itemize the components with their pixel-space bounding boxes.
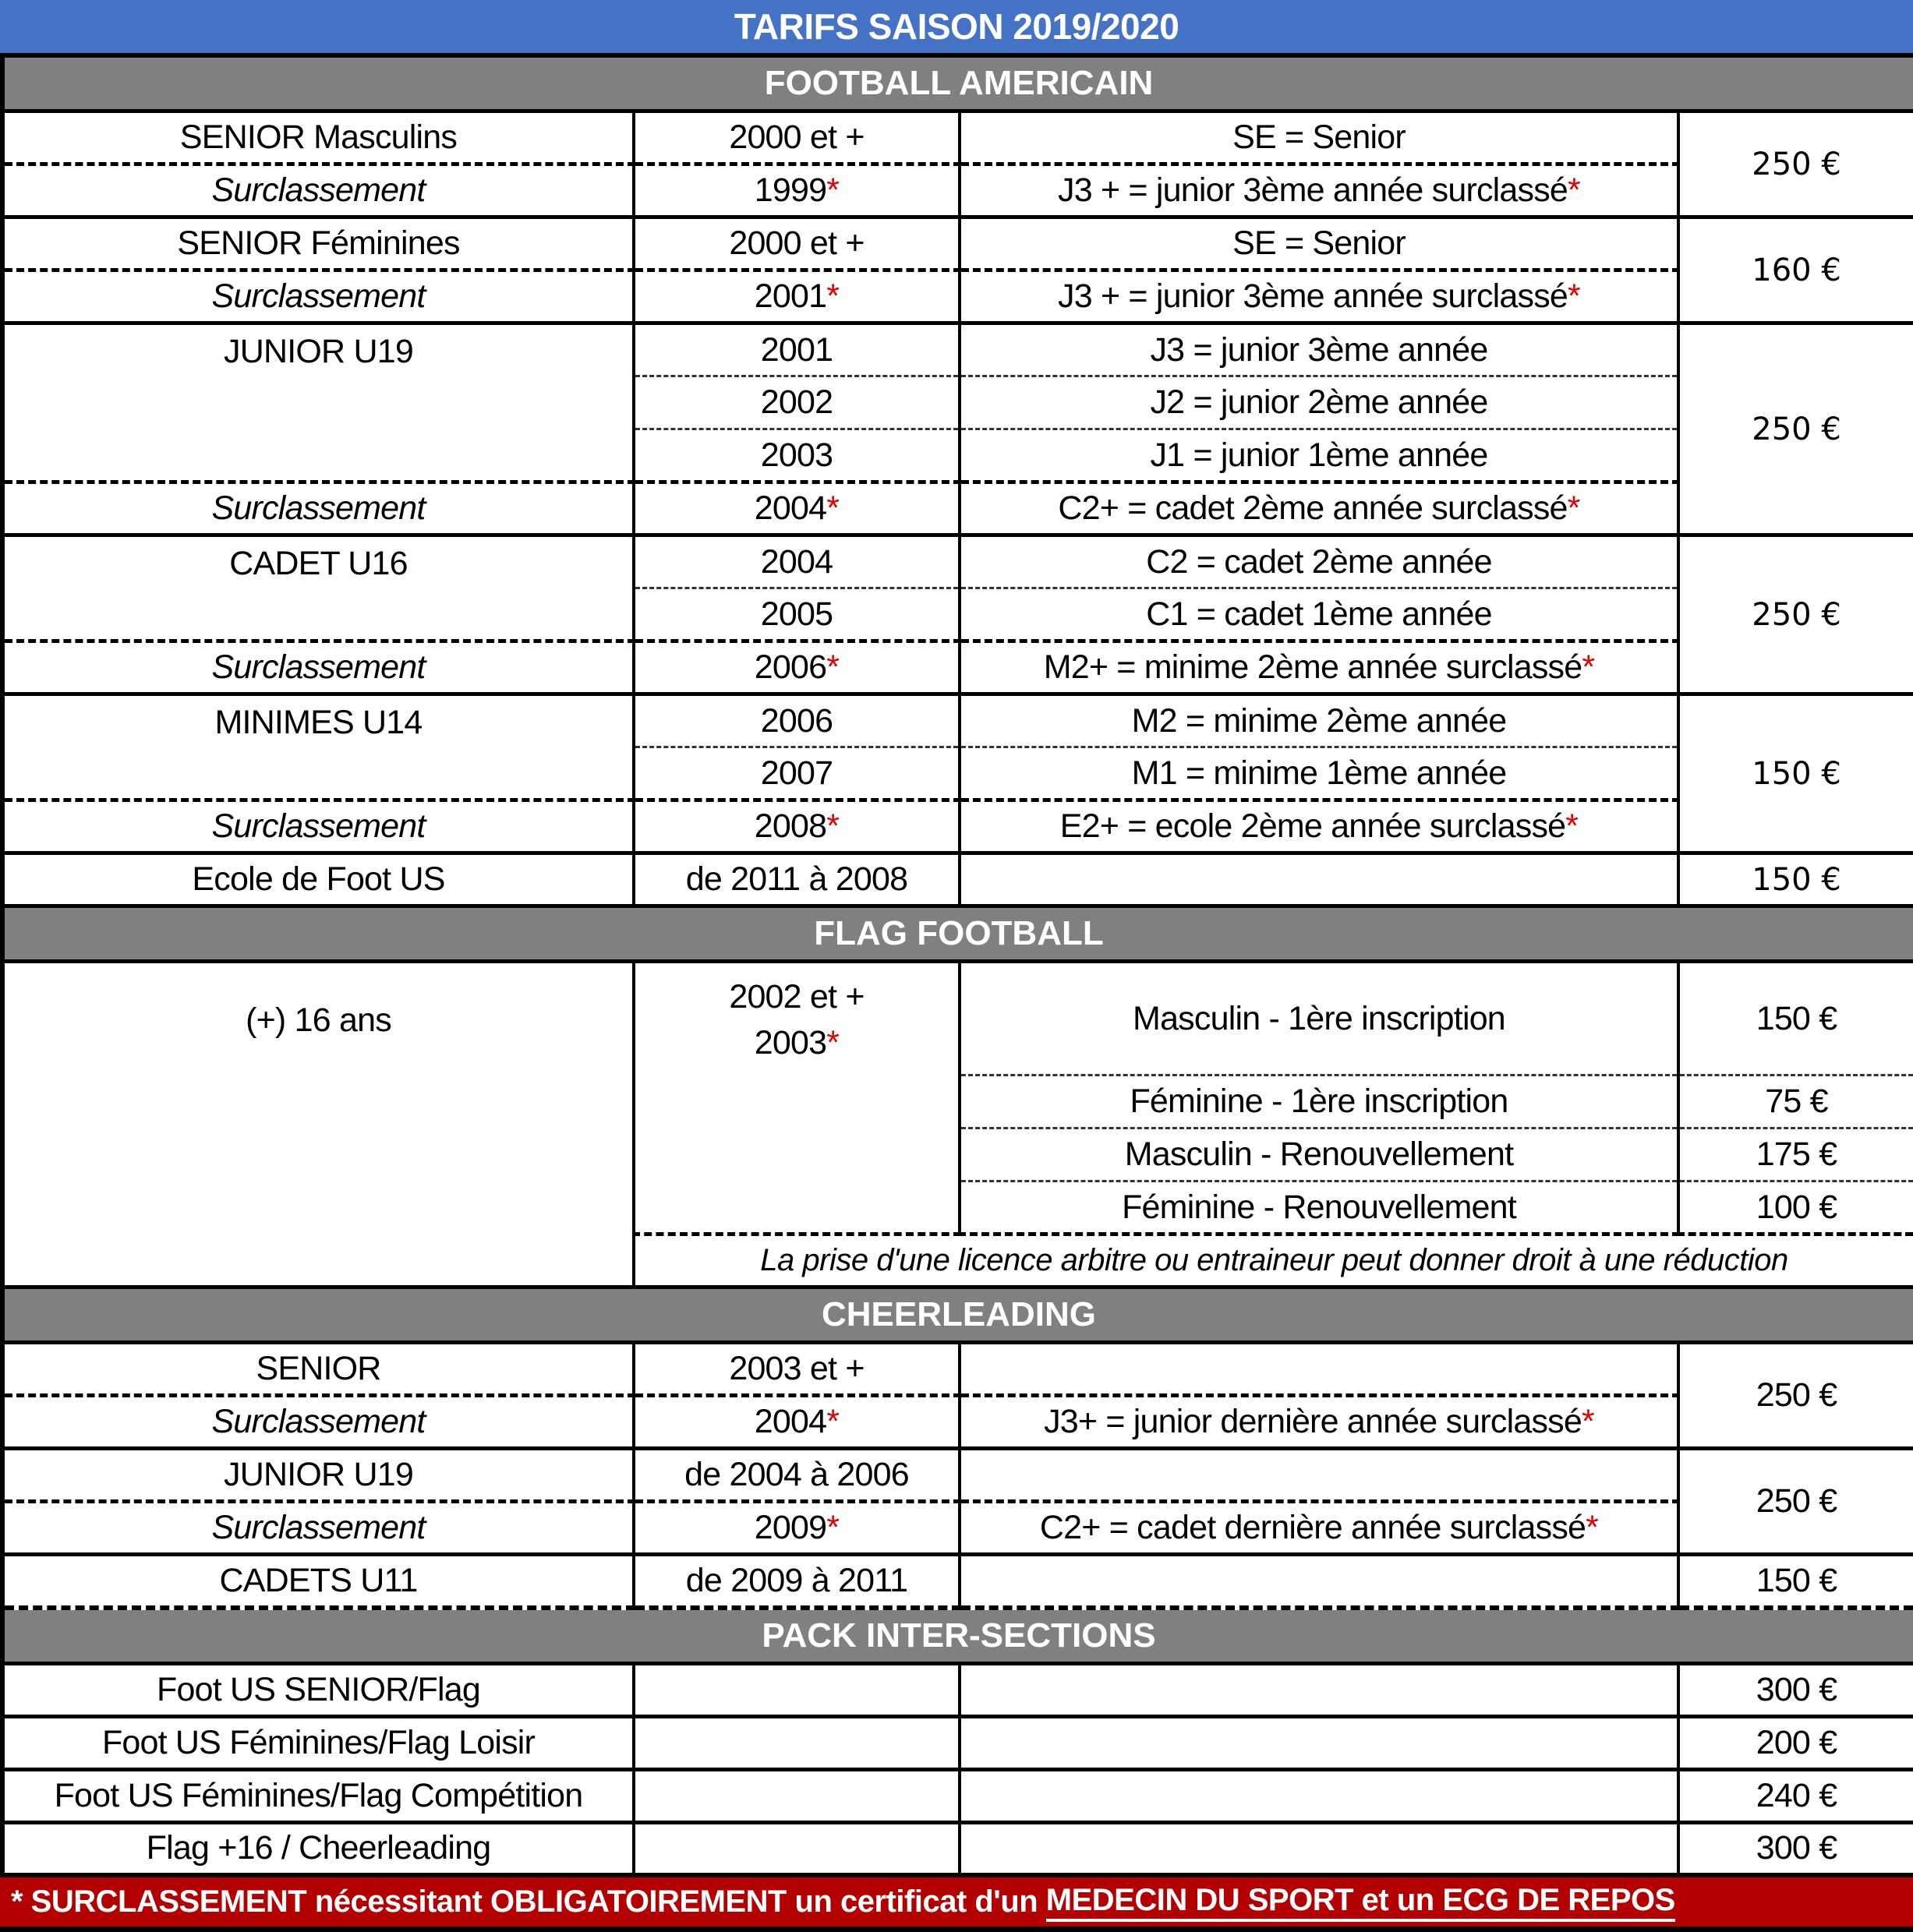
asterisk-mark: * xyxy=(826,648,840,686)
code-cell xyxy=(960,800,1678,853)
code-value: J3 + = junior 3ème année surclassé xyxy=(1058,277,1568,315)
table-row xyxy=(2,1663,1913,1716)
year-cell: 2001 xyxy=(634,323,960,376)
table-row xyxy=(2,323,1913,376)
category-label: CADET U16 xyxy=(229,545,408,582)
category-cell xyxy=(2,962,634,1287)
price-cell: 150 € xyxy=(1678,1555,1913,1608)
category-cell: Surclassement xyxy=(2,1502,634,1555)
table-row xyxy=(2,217,1913,270)
price-cell: 250 € xyxy=(1678,323,1913,535)
price-cell: 150 € xyxy=(1678,962,1913,1075)
price-cell: 300 € xyxy=(1678,1663,1913,1716)
table-row xyxy=(2,1449,1913,1502)
section-header-cheerleading: CHEERLEADING xyxy=(2,1287,1913,1343)
table-row xyxy=(2,1822,1913,1875)
year-value: 2004 xyxy=(754,1403,827,1440)
empty-cell xyxy=(960,1716,1678,1769)
table-row xyxy=(2,694,1913,747)
code-value: J3+ = junior dernière année surclassé xyxy=(1044,1403,1582,1440)
code-cell: Masculin - Renouvellement xyxy=(960,1128,1678,1181)
table-row xyxy=(2,853,1913,906)
year-value: 2003* xyxy=(754,1024,840,1061)
year-cell: 2000 et + xyxy=(634,111,960,164)
price-cell: 160 € xyxy=(1678,217,1913,323)
empty-cell xyxy=(960,1663,1678,1716)
price-cell: 250 € xyxy=(1678,1343,1913,1449)
category-cell: SENIOR Féminines xyxy=(2,217,634,270)
category-cell: CADETS U11 xyxy=(2,1555,634,1608)
empty-cell xyxy=(634,1822,960,1875)
asterisk-mark: * xyxy=(1582,648,1595,686)
table-row xyxy=(2,1555,1913,1608)
table-row xyxy=(2,800,1913,853)
year-value: 2009 xyxy=(754,1509,827,1546)
asterisk-mark: * xyxy=(1586,1509,1599,1546)
year-cell: de 2004 à 2006 xyxy=(634,1449,960,1502)
asterisk-mark: * xyxy=(826,1509,840,1546)
code-cell xyxy=(960,270,1678,323)
price-cell: 300 € xyxy=(1678,1822,1913,1875)
year-cell: de 2011 à 2008 xyxy=(634,853,960,906)
asterisk-mark: * xyxy=(826,489,840,527)
code-cell xyxy=(960,1396,1678,1449)
table-row xyxy=(2,906,1913,962)
asterisk-mark: * xyxy=(1568,277,1580,315)
footer-text: * SURCLASSEMENT nécessitant OBLIGATOIREMENT un certificat d'un xyxy=(11,1884,1046,1919)
footer-note xyxy=(0,1877,1913,1932)
year-cell: 2004 xyxy=(634,535,960,588)
section-header-pack-inter-sections: PACK INTER-SECTIONS xyxy=(2,1608,1913,1664)
code-cell: J2 = junior 2ème année xyxy=(960,376,1678,429)
section-header-football-americain: FOOTBALL AMERICAIN xyxy=(2,55,1913,111)
category-cell: JUNIOR U19 xyxy=(2,1449,634,1502)
category-label: MINIMES U14 xyxy=(214,704,423,741)
category-cell: Foot US Féminines/Flag Loisir xyxy=(2,1716,634,1769)
table-row xyxy=(2,1502,1913,1555)
year-cell xyxy=(634,641,960,694)
footer-underlined-text: MEDECIN DU SPORT et un ECG DE REPOS xyxy=(1046,1883,1675,1922)
category-cell: SENIOR xyxy=(2,1343,634,1396)
empty-cell xyxy=(960,1822,1678,1875)
code-value: M2+ = minime 2ème année surclassé xyxy=(1043,648,1582,686)
year-cell xyxy=(634,270,960,323)
table-row xyxy=(2,535,1913,588)
asterisk-mark: * xyxy=(826,807,840,845)
table-row xyxy=(2,164,1913,217)
table-row xyxy=(2,111,1913,164)
category-cell: Surclassement xyxy=(2,270,634,323)
note-cell: La prise d'une licence arbitre ou entraineur peut donner droit à une réduction xyxy=(634,1234,1913,1287)
price-cell: 150 € xyxy=(1678,694,1913,853)
table-row xyxy=(2,1608,1913,1664)
year-range xyxy=(642,963,952,1077)
year-cell xyxy=(634,962,960,1234)
category-cell: Flag +16 / Cheerleading xyxy=(2,1822,634,1875)
code-cell: SE = Senior xyxy=(960,217,1678,270)
code-cell xyxy=(960,1502,1678,1555)
table-row xyxy=(2,641,1913,694)
year-cell: 2005 xyxy=(634,588,960,641)
empty-cell xyxy=(960,1769,1678,1822)
table-row xyxy=(2,1769,1913,1822)
year-cell: de 2009 à 2011 xyxy=(634,1555,960,1608)
empty-cell xyxy=(634,1716,960,1769)
table-row xyxy=(2,1287,1913,1343)
year-cell xyxy=(634,482,960,535)
code-cell xyxy=(960,164,1678,217)
price-cell: 250 € xyxy=(1678,111,1913,217)
price-cell: 250 € xyxy=(1678,1449,1913,1555)
table-row xyxy=(2,1716,1913,1769)
empty-cell xyxy=(960,1343,1678,1396)
table-row xyxy=(2,270,1913,323)
price-cell: 75 € xyxy=(1678,1075,1913,1128)
code-value: J3 + = junior 3ème année surclassé xyxy=(1058,171,1568,209)
category-cell: SENIOR Masculins xyxy=(2,111,634,164)
page-title: TARIFS SAISON 2019/2020 xyxy=(0,0,1913,53)
code-cell: Féminine - Renouvellement xyxy=(960,1181,1678,1234)
empty-cell xyxy=(634,1663,960,1716)
category-cell: Surclassement xyxy=(2,641,634,694)
code-value: C2+ = cadet dernière année surclassé xyxy=(1039,1509,1586,1546)
code-cell xyxy=(960,641,1678,694)
year-cell xyxy=(634,800,960,853)
table-row xyxy=(2,962,1913,1075)
code-cell xyxy=(960,482,1678,535)
category-cell xyxy=(2,694,634,800)
year-cell: 2003 xyxy=(634,429,960,482)
asterisk-mark: * xyxy=(826,1403,840,1440)
code-cell: J1 = junior 1ème année xyxy=(960,429,1678,482)
section-header-flag-football: FLAG FOOTBALL xyxy=(2,906,1913,962)
code-cell: Masculin - 1ère inscription xyxy=(960,962,1678,1075)
year-value: 2002 et + xyxy=(729,978,865,1015)
year-value: 2008 xyxy=(754,807,827,845)
asterisk-mark: * xyxy=(1581,1403,1594,1440)
category-cell: Surclassement xyxy=(2,1396,634,1449)
asterisk-mark: * xyxy=(826,277,840,315)
table-row xyxy=(2,1396,1913,1449)
code-value: E2+ = ecole 2ème année surclassé xyxy=(1059,807,1566,845)
year-cell: 2006 xyxy=(634,694,960,747)
tarifs-table xyxy=(0,53,1913,1877)
empty-cell xyxy=(634,1769,960,1822)
asterisk-mark: * xyxy=(1565,807,1579,845)
code-cell: J3 = junior 3ème année xyxy=(960,323,1678,376)
year-value: 2004 xyxy=(754,489,827,527)
category-label: (+) 16 ans xyxy=(246,1001,391,1039)
year-value: 2006 xyxy=(754,648,827,686)
price-cell: 175 € xyxy=(1678,1128,1913,1181)
category-cell: Surclassement xyxy=(2,164,634,217)
empty-cell xyxy=(960,1555,1678,1608)
asterisk-mark: * xyxy=(1567,489,1580,527)
year-cell: 2003 et + xyxy=(634,1343,960,1396)
year-cell xyxy=(634,1396,960,1449)
category-cell: Surclassement xyxy=(2,482,634,535)
category-cell: Foot US SENIOR/Flag xyxy=(2,1663,634,1716)
year-cell: 2007 xyxy=(634,747,960,800)
category-cell xyxy=(2,535,634,641)
code-cell: C2 = cadet 2ème année xyxy=(960,535,1678,588)
price-cell: 150 € xyxy=(1678,853,1913,906)
category-cell: Foot US Féminines/Flag Compétition xyxy=(2,1769,634,1822)
year-cell xyxy=(634,1502,960,1555)
category-cell xyxy=(2,323,634,482)
code-cell: SE = Senior xyxy=(960,111,1678,164)
empty-cell xyxy=(960,853,1678,906)
table-row xyxy=(2,1343,1913,1396)
year-cell: 2000 et + xyxy=(634,217,960,270)
category-cell: Ecole de Foot US xyxy=(2,853,634,906)
asterisk-mark: * xyxy=(1568,171,1580,209)
year-value: 2001 xyxy=(754,277,827,315)
code-value: C2+ = cadet 2ème année surclassé xyxy=(1058,489,1568,527)
category-label: JUNIOR U19 xyxy=(224,333,413,370)
price-cell: 240 € xyxy=(1678,1769,1913,1822)
table-row xyxy=(2,482,1913,535)
asterisk-mark: * xyxy=(826,1024,840,1061)
year-cell: 2002 xyxy=(634,376,960,429)
year-cell xyxy=(634,164,960,217)
empty-cell xyxy=(960,1449,1678,1502)
year-value: 1999 xyxy=(754,171,827,209)
category-cell: Surclassement xyxy=(2,800,634,853)
price-cell: 200 € xyxy=(1678,1716,1913,1769)
price-cell: 100 € xyxy=(1678,1181,1913,1234)
asterisk-mark: * xyxy=(826,171,840,209)
code-cell: M1 = minime 1ème année xyxy=(960,747,1678,800)
code-cell: C1 = cadet 1ème année xyxy=(960,588,1678,641)
code-cell: M2 = minime 2ème année xyxy=(960,694,1678,747)
table-row xyxy=(2,55,1913,111)
price-cell: 250 € xyxy=(1678,535,1913,694)
code-cell: Féminine - 1ère inscription xyxy=(960,1075,1678,1128)
